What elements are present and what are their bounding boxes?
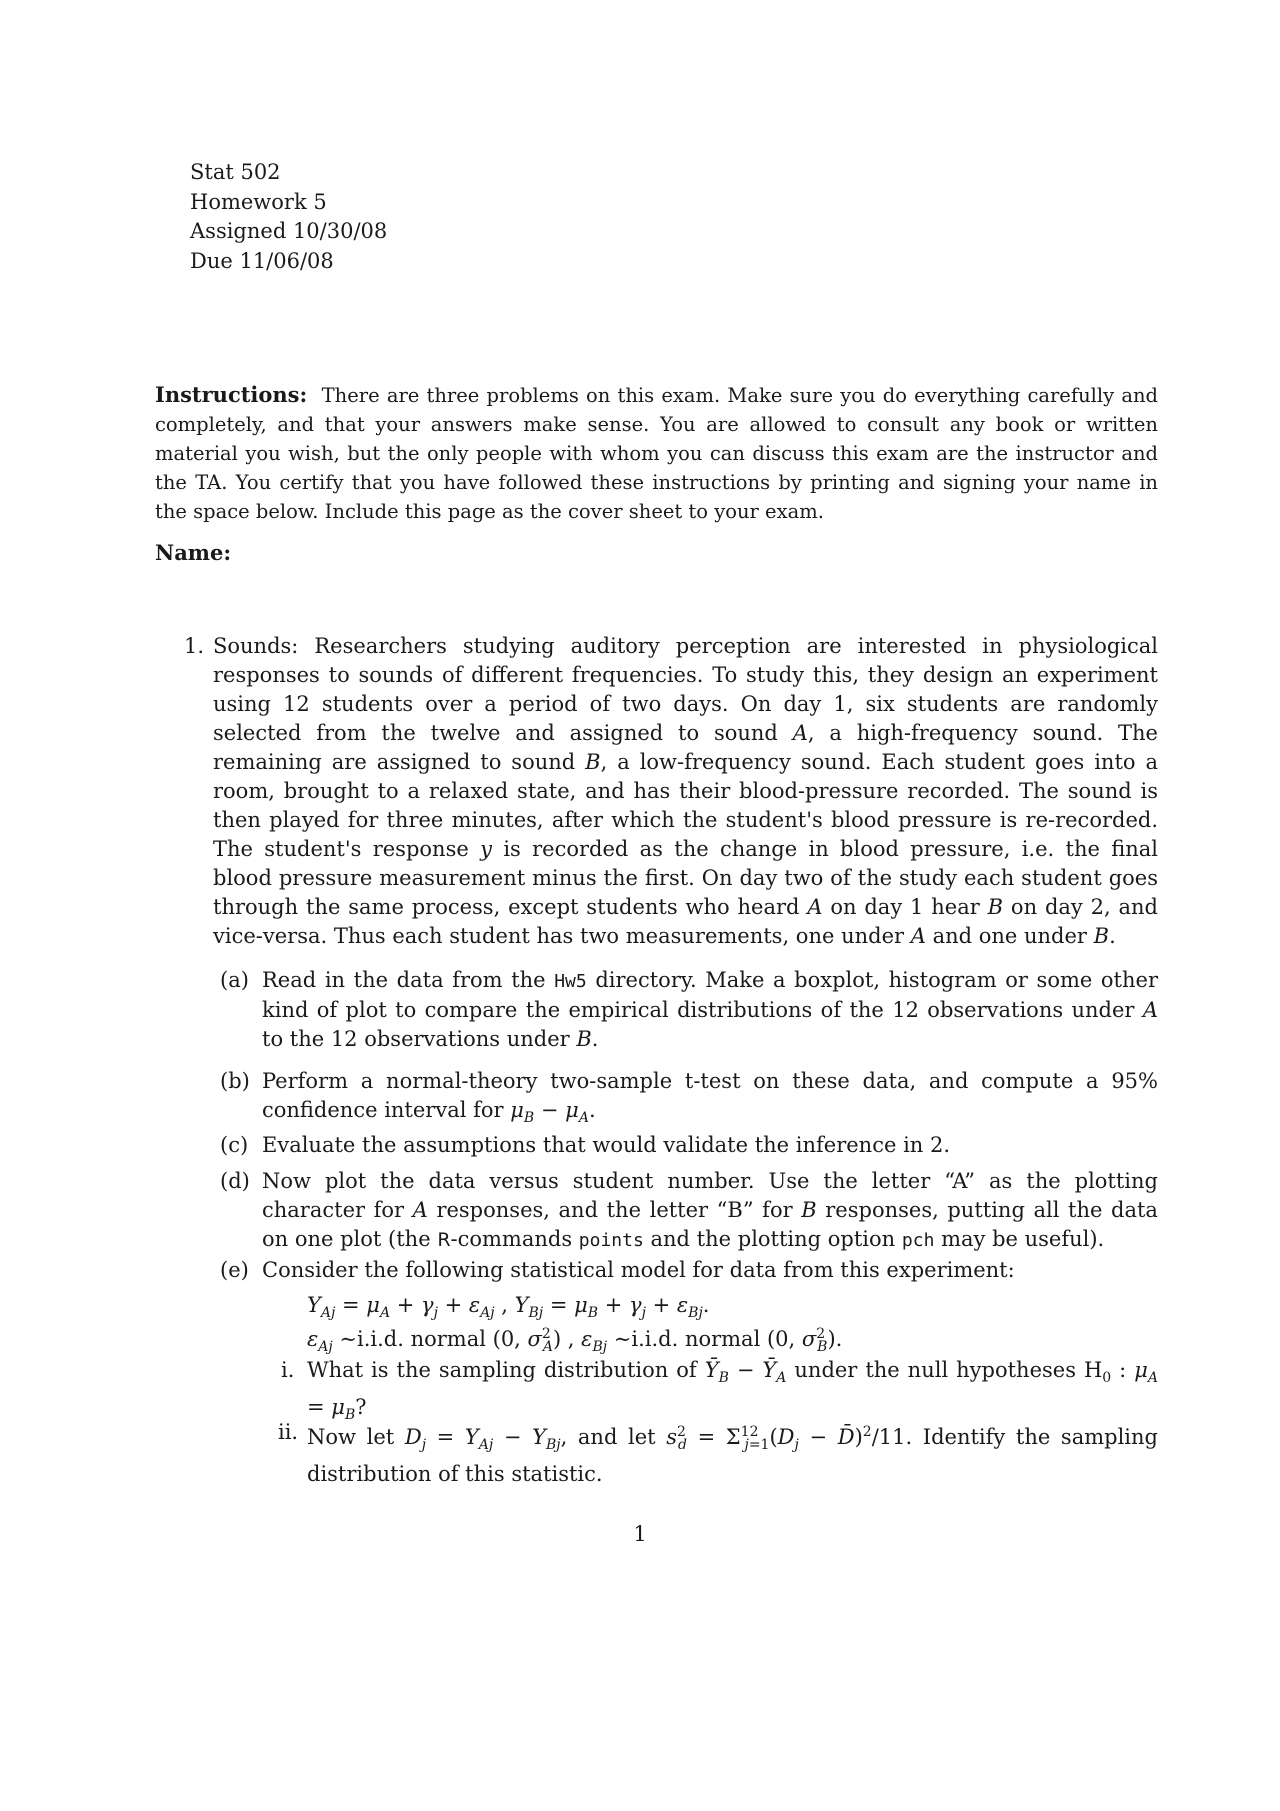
part-d-label: (d) [220, 1169, 250, 1193]
part-c-label: (c) [220, 1133, 249, 1157]
part-b-label: (b) [220, 1069, 250, 1093]
instructions-text: There are three problems on this exam. Make sure you do everything carefully and completely, and that your answers make sense. You are allowed to consult any book or written material you wish, but the only people with whom you can discuss this exam are the instructor and the TA. You certify that you have followed these instructions by printing and signing your name in the space below. Include this page as the cover sheet to your exam. [155, 384, 1158, 523]
document-header [190, 158, 387, 276]
subpart-i-label: i. [281, 1358, 295, 1382]
problem-1-text: Sounds: Researchers studying auditory perception are interested in physiological responses to sounds of different frequencies. To study this, they design an experiment using 12 students over a period of two days. On day 1, six students are randomly selected from the twelve and assigned to sound A, a high-frequency sound. The remaining are assigned to sound B, a low-frequency sound. Each student goes into a room, brought to a relaxed state, and has their blood-pressure recorded. The sound is then played for three minutes, after which the student's blood pressure is re-recorded. The student's response y is recorded as the change in blood pressure, i.e. the final blood pressure measurement minus the first. On day two of the study each student goes through the same process, except students who heard A on day 1 hear B on day 2, and vice-versa. Thus each student has two measurements, one under A and one under B. [213, 634, 1158, 948]
assignment-title: Homework 5 [190, 189, 327, 214]
part-e-label: (e) [220, 1258, 249, 1282]
due-date: Due 11/06/08 [190, 248, 334, 273]
part-a [220, 966, 1158, 1054]
part-e [220, 1256, 1158, 1285]
part-d-text: Now plot the data versus student number. Use the letter “A” as the plotting character for A responses, and the letter “B” for B responses, putting all the data on one plot (the R-commands points and the plotting option pch may be useful). [262, 1169, 1158, 1251]
assigned-date: Assigned 10/30/08 [190, 219, 388, 243]
part-a-label: (a) [220, 968, 249, 992]
pch-code: pch [901, 1230, 935, 1251]
page-number: 1 [633, 1522, 647, 1546]
subpart-ii-label: ii. [278, 1420, 299, 1444]
part-d [220, 1167, 1158, 1255]
instructions-paragraph [155, 380, 1158, 526]
subpart-i-text: What is the sampling distribution of $Ȳ_B$ − $Ȳ_A$ under the null hypotheses $H_0$ : $\mu_A = \mu_B$? [307, 1358, 1158, 1424]
name-label: Name: [155, 540, 232, 565]
model-equation-2: $\varepsilon_{Aj}$ ∼i.i.d. normal (0, $\sigma^2_A$) , $\varepsilon_{Bj}$ ∼i.i.d. normal (0, $\sigma^2_B$). [307, 1326, 843, 1356]
part-a-text: Read in the data from the Hw5 directory. Make a boxplot, histogram or some other kind of plot to compare the empirical distributions of the 12 observations under A to the 12 observations under B. [262, 968, 1158, 1051]
course-title: Stat 502 [190, 160, 281, 184]
instructions-label: Instructions: [155, 382, 308, 407]
part-e-text: Consider the following statistical model for data from this experiment: [262, 1258, 1015, 1282]
part-b-text: Perform a normal-theory two-sample t-test on these data, and compute a 95% confidence interval for $\mu_B - \mu_A$. [262, 1069, 1158, 1127]
directory-code: Hw5 [554, 971, 587, 992]
subpart-ii [278, 1418, 1158, 1489]
part-b [220, 1067, 1158, 1133]
problem-1 [184, 632, 1158, 951]
points-code: points [578, 1230, 644, 1251]
problem-number: 1. [184, 634, 205, 658]
model-equation-1: $Y_{Aj} = \mu_A + \gamma_j + \varepsilon_{Aj}$ , $Y_{Bj} = \mu_B + \gamma_j + \varepsilon_{Bj}$. [307, 1293, 710, 1322]
part-c [220, 1131, 1158, 1160]
subpart-ii-text: Now let $D_j = Y_{Aj} - Y_{Bj}$, and let $s^2_d = \Sigma^{12}_{j=1}(D_j$ − D̄)$^2$/11. Identify the sampling distribution of this statistic. [307, 1424, 1158, 1487]
part-c-text: Evaluate the assumptions that would validate the inference in 2. [262, 1133, 951, 1157]
